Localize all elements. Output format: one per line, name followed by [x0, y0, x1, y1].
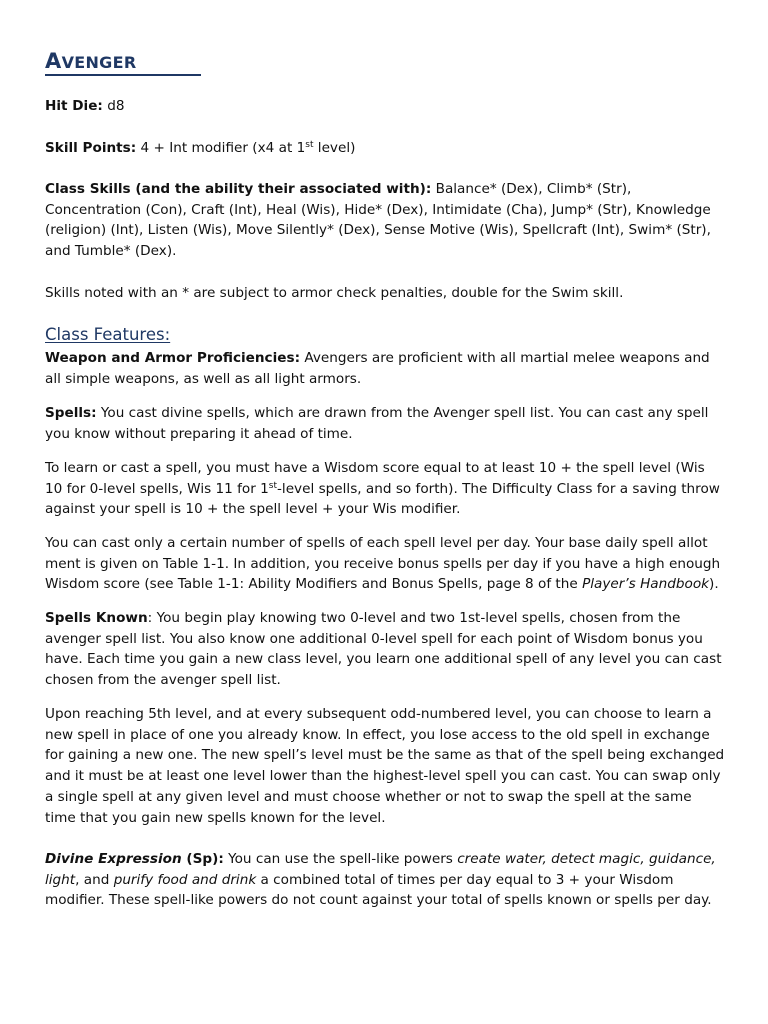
spells-label: Spells: — [45, 405, 97, 421]
proficiencies-paragraph — [45, 348, 725, 389]
title-initial: A — [45, 49, 62, 73]
proficiencies-text: Avengers are proficient with all martial melee weapons and all simple weapons, as well as all light armors. — [45, 350, 710, 387]
divine-expression-label-italic: Divine Expression — [45, 851, 182, 867]
divine-expression-text-end: a combined total of times per day equal to 3 + your Wisdom modifier. These spell-like powers do not count against your total of spells known or spells per day. — [45, 871, 712, 909]
class-skills-paragraph — [45, 179, 725, 262]
spells-known-paragraph — [45, 608, 725, 691]
skill-points-sup: st — [305, 140, 314, 150]
learn-cast-text-end: -level spells, and so forth). The Difficulty Class for a saving throw against your spell is 10 + the spell level + your Wis modifier. — [45, 480, 720, 518]
divine-expression-label-tail: (Sp): — [181, 851, 224, 867]
divine-expression-powers: create water, detect magic, guidance, light — [45, 851, 716, 888]
learn-cast-sup: st — [268, 480, 278, 491]
learn-cast-text: To learn or cast a spell, you must have a Wisdom score equal to at least 10 + the spell level (Wis 10 for 0-level spells, Wis 11 for 1 — [45, 460, 705, 497]
per-day-text-end: ). — [709, 576, 719, 593]
hit-die-label: Hit Die: — [45, 98, 103, 114]
spells-known-text: : You begin play knowing two 0-level and two 1st-level spells, chosen from the avenger spell list. You also know one additional 0-level spell for each point of Wisdom bonus you have. Each time you gain a new class level, you learn one additional spell of any level you can cast chosen from the avenger spell list. — [45, 610, 722, 689]
skills-note-paragraph: Skills noted with an * are subject to armor check penalties, double for the Swim skill. — [45, 285, 624, 301]
spell-swap-paragraph: Upon reaching 5th level, and at every subsequent odd-numbered level, you can choose to learn a new spell in place of one you already know. In effect, you lose access to the old spell in exchange for gaining a new one. The new spell’s level must be the same as that of the spell being exchanged and it must be at least one level lower than the highest-level spell you can cast. You can swap only a single spell at any given level and must choose whether or not to swap the spell at the same time that you gain new spells known for the level. — [45, 706, 725, 826]
divine-expression-paragraph — [45, 849, 725, 911]
class-skills-label: Class Skills (and the ability their associated with): — [45, 181, 432, 197]
class-skills-text: Balance* (Dex), Climb* (Str), Concentration (Con), Craft (Int), Heal (Wis), Hide* (Dex), Intimidate (Cha), Jump* (Str), Knowledge (religion) (Int), Listen (Wis), Move Silently* (Dex), Sense Motive (Wis), Spellcraft (Int), Swim* (Str), and Tumble* (Dex). — [45, 181, 711, 260]
title-rest: VENGER — [61, 53, 137, 72]
divine-expression-purify: purify food and drink — [113, 871, 257, 888]
hit-die-paragraph — [45, 96, 725, 117]
skill-points-text-end: level) — [313, 140, 356, 156]
spells-known-label: Spells Known — [45, 610, 148, 626]
page-title — [45, 50, 201, 76]
hit-die-value: d8 — [102, 98, 125, 114]
per-day-paragraph — [45, 533, 725, 595]
per-day-text: You can cast only a certain number of spells of each spell level per day. Your base daily spell allot ment is given on Table 1-1. In addition, you receive bonus spells per day if you have a high enough Wisdom score (see Table 1-1: Ability Modifiers and Bonus Spells, page 8 of the — [45, 535, 721, 593]
divine-expression-label — [45, 851, 224, 867]
spells-paragraph — [45, 403, 725, 444]
skill-points-paragraph — [45, 138, 725, 159]
learn-cast-paragraph — [45, 458, 725, 520]
divine-expression-text: You can use the spell-like powers — [223, 851, 458, 867]
skill-points-text: 4 + Int modifier (x4 at 1 — [136, 140, 306, 156]
divine-expression-and: , and — [75, 871, 114, 888]
players-handbook-title: Player’s Handbook — [582, 576, 710, 593]
spells-text: You cast divine spells, which are drawn from the Avenger spell list. You can cast any spell you know without preparing it ahead of time. — [45, 405, 709, 442]
skill-points-label: Skill Points: — [45, 140, 137, 156]
proficiencies-label: Weapon and Armor Proficiencies: — [45, 350, 301, 366]
class-features-heading: Class Features: — [45, 325, 171, 344]
